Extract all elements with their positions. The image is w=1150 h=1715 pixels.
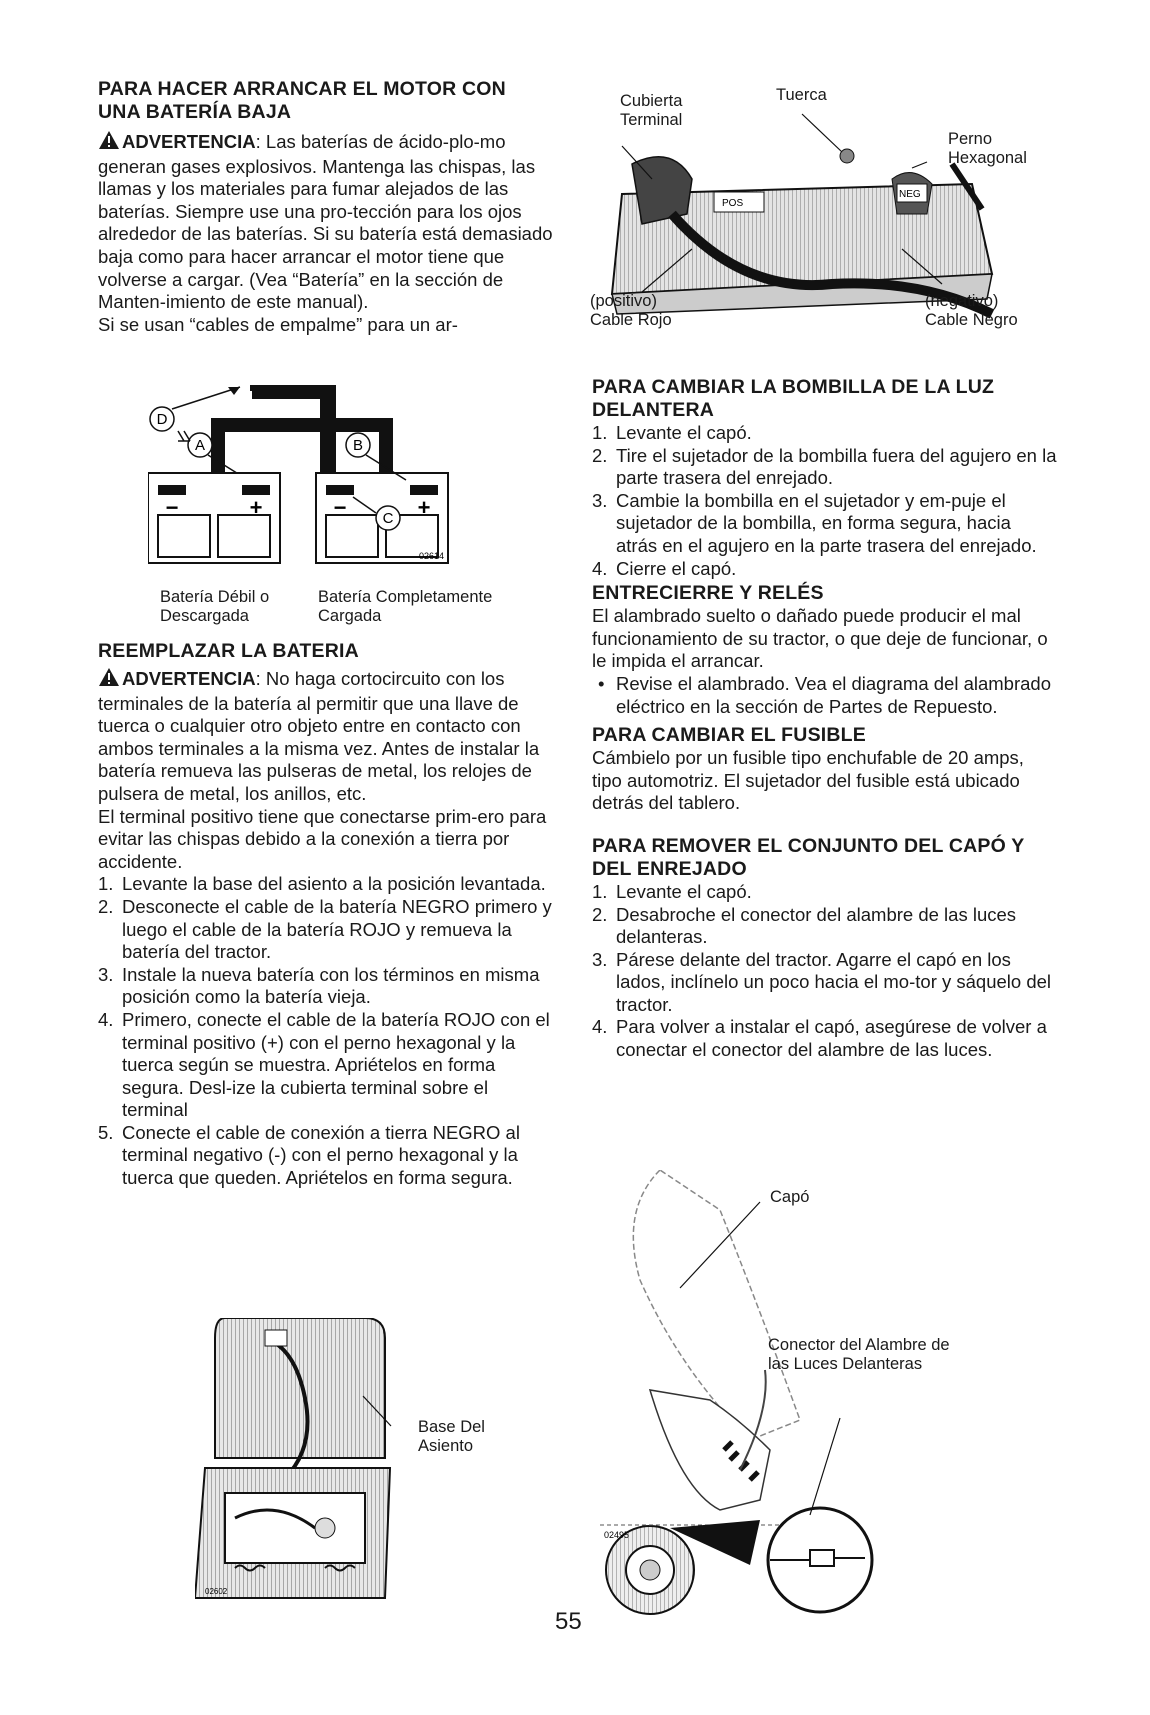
caption-full-battery: Batería Completamente Cargada bbox=[318, 588, 493, 625]
caption-seat-base: Base Del Asiento bbox=[418, 1418, 485, 1455]
list-item: 1. Levante el capó. bbox=[592, 422, 752, 443]
right-column-text bbox=[592, 376, 1057, 1062]
plus-sign-weak: + bbox=[249, 495, 263, 520]
list-item: 3. Instale la nueva batería con los términos en misma posición como la batería vieja. bbox=[98, 963, 540, 1008]
label-d: D bbox=[156, 411, 168, 428]
label-capo: Capó bbox=[770, 1188, 810, 1206]
hood-steps bbox=[592, 881, 1057, 1062]
relays-text: El alambrado suelto o dañado puede producir el mal funcionamiento de su tractor, o que deje de funcionar, o le impida el arrancar. bbox=[592, 605, 1048, 672]
neg-sign: NEG bbox=[899, 189, 921, 200]
relays-bullets bbox=[592, 673, 1057, 718]
warning-text: : No haga cortocircuito con los terminales de la batería al permitir que una llave de tuerca o cualquier otro objeto entre en contacto con ambos terminales a la misma vez. Antes de instalar la batería remueva las pulseras de metal, los relojes de pulsera de metal, los anillos, etc. bbox=[98, 668, 540, 804]
jumper-cables-text: Si se usan “cables de empalme” para un ar- bbox=[98, 313, 458, 335]
label-perno-hexagonal: Perno Hexagonal bbox=[948, 130, 1027, 167]
section-title-relays: ENTRECIERRE Y RELÉS bbox=[592, 582, 824, 605]
plus-sign-full: + bbox=[417, 495, 431, 520]
list-item: 5. Conecte el cable de conexión a tierra NEGRO al terminal negativo (-) con el perno hexagonal y la tuerca que queden. Apriételos en forma segura. bbox=[98, 1121, 520, 1189]
label-c: C bbox=[382, 510, 394, 527]
warning-text: : Las baterías de ácido-plo-mo generan gases explosivos. Mantenga las chispas, las llamas y los materiales para fumar alejados de las baterías. Siempre use una pro-tección para los ojos alrededor de las baterías. Si su batería está demasiado baja como para hacer arrancar el motor tiene que volverse a cargar. (Vea “Batería” en la sección de Manten-imiento de este manual). bbox=[98, 131, 553, 313]
list-item: 2. Desconecte el cable de la batería NEGRO primero y luego el cable de la batería ROJO y remueva la batería del tractor. bbox=[98, 895, 552, 963]
section-title-bulb: PARA CAMBIAR LA BOMBILLA DE LA LUZ DELANTERA bbox=[592, 376, 995, 421]
list-item: 4. Para volver a instalar el capó, asegúrese de volver a conectar el conector del alambre de las luces. bbox=[592, 1016, 1047, 1061]
bulb-steps bbox=[592, 422, 1057, 580]
left-column bbox=[98, 78, 558, 336]
list-item: 4. Cierre el capó. bbox=[592, 557, 737, 579]
label-b: B bbox=[352, 437, 364, 454]
section-title-fuse: PARA CAMBIAR EL FUSIBLE bbox=[592, 724, 866, 747]
warning-icon bbox=[98, 130, 120, 156]
section-title-replace-battery: REEMPLAZAR LA BATERIA bbox=[98, 640, 359, 662]
label-connector: Conector del Alambre de las Luces Delanteras bbox=[768, 1336, 950, 1373]
page-number: 55 bbox=[555, 1608, 582, 1635]
list-item: 1. Levante la base del asiento a la posición levantada. bbox=[98, 873, 546, 895]
pos-sign: POS bbox=[722, 198, 744, 209]
minus-sign-weak: − bbox=[165, 495, 179, 520]
list-item: 2. Desabroche el conector del alambre de las luces delanteras. bbox=[592, 903, 1017, 948]
label-negativo-cable-negro: (negativo) Cable Negro bbox=[925, 292, 1018, 329]
fuse-text: Cámbielo por un fusible tipo enchufable de 20 amps, tipo automotriz. El sujetador del fusible está ubicado detrás del tablero. bbox=[592, 747, 1024, 814]
warning-icon bbox=[98, 667, 120, 693]
warning-paragraph-acid bbox=[98, 130, 558, 314]
caption-weak-battery: Batería Débil o Descargada bbox=[160, 588, 270, 625]
minus-sign-full: − bbox=[333, 495, 347, 520]
label-a: A bbox=[194, 437, 206, 454]
warning-label: ADVERTENCIA bbox=[122, 668, 256, 689]
section-title-low-battery: PARA HACER ARRANCAR EL MOTOR CON UNA BATERÍA BAJA bbox=[98, 78, 506, 123]
warning-label: ADVERTENCIA bbox=[122, 131, 256, 152]
label-tuerca: Tuerca bbox=[776, 86, 827, 104]
warning-paragraph-short bbox=[98, 667, 558, 806]
list-item: 3. Cambie la bombilla en el sujetador y em-puje el sujetador de la bombilla, en forma segura, hacia atrás en el agujero en la parte trasera del enrejado. bbox=[592, 489, 1037, 556]
section-title-hood: PARA REMOVER EL CONJUNTO DEL CAPÓ Y DEL ENREJADO bbox=[592, 834, 1025, 880]
jumper-cable-diagram bbox=[148, 385, 508, 585]
positive-first-text: El terminal positivo tiene que conectarse prim-ero para evitar las chispas debido a la conexión a tierra por accidente. bbox=[98, 805, 547, 872]
list-item: 4. Primero, conecte el cable de la batería ROJO con el terminal positivo (+) con el perno hexagonal y la tuerca según se muestra. Apriételos en forma segura. Desl-ize la cubierta terminal sobre el terminal bbox=[98, 1008, 550, 1121]
list-item: 3. Párese delante del tractor. Agarre el capó en los lados, inclínelo un poco hacia el mo-tor y sáquelo del tractor. bbox=[592, 948, 1052, 1015]
replace-battery-section bbox=[98, 640, 558, 1190]
list-item: 1. Levante el capó. bbox=[592, 880, 752, 902]
seat-base-illustration bbox=[195, 1318, 395, 1608]
list-item: • Revise el alambrado. Vea el diagrama del alambrado eléctrico en la sección de Partes de Repuesto. bbox=[598, 672, 1052, 717]
replace-battery-steps bbox=[98, 873, 558, 1189]
figure-id: 02602 bbox=[205, 1587, 228, 1596]
figure-id: 02614 bbox=[418, 551, 444, 561]
hood-removal-illustration bbox=[600, 1170, 900, 1620]
list-item: 2. Tire el sujetador de la bombilla fuera del agujero en la parte trasera del enrejado. bbox=[592, 444, 1057, 489]
label-cubierta-terminal: Cubierta Terminal bbox=[620, 92, 683, 129]
label-positivo-cable-rojo: (positivo) Cable Rojo bbox=[590, 292, 672, 329]
figure-id: 02495 bbox=[604, 1530, 630, 1540]
